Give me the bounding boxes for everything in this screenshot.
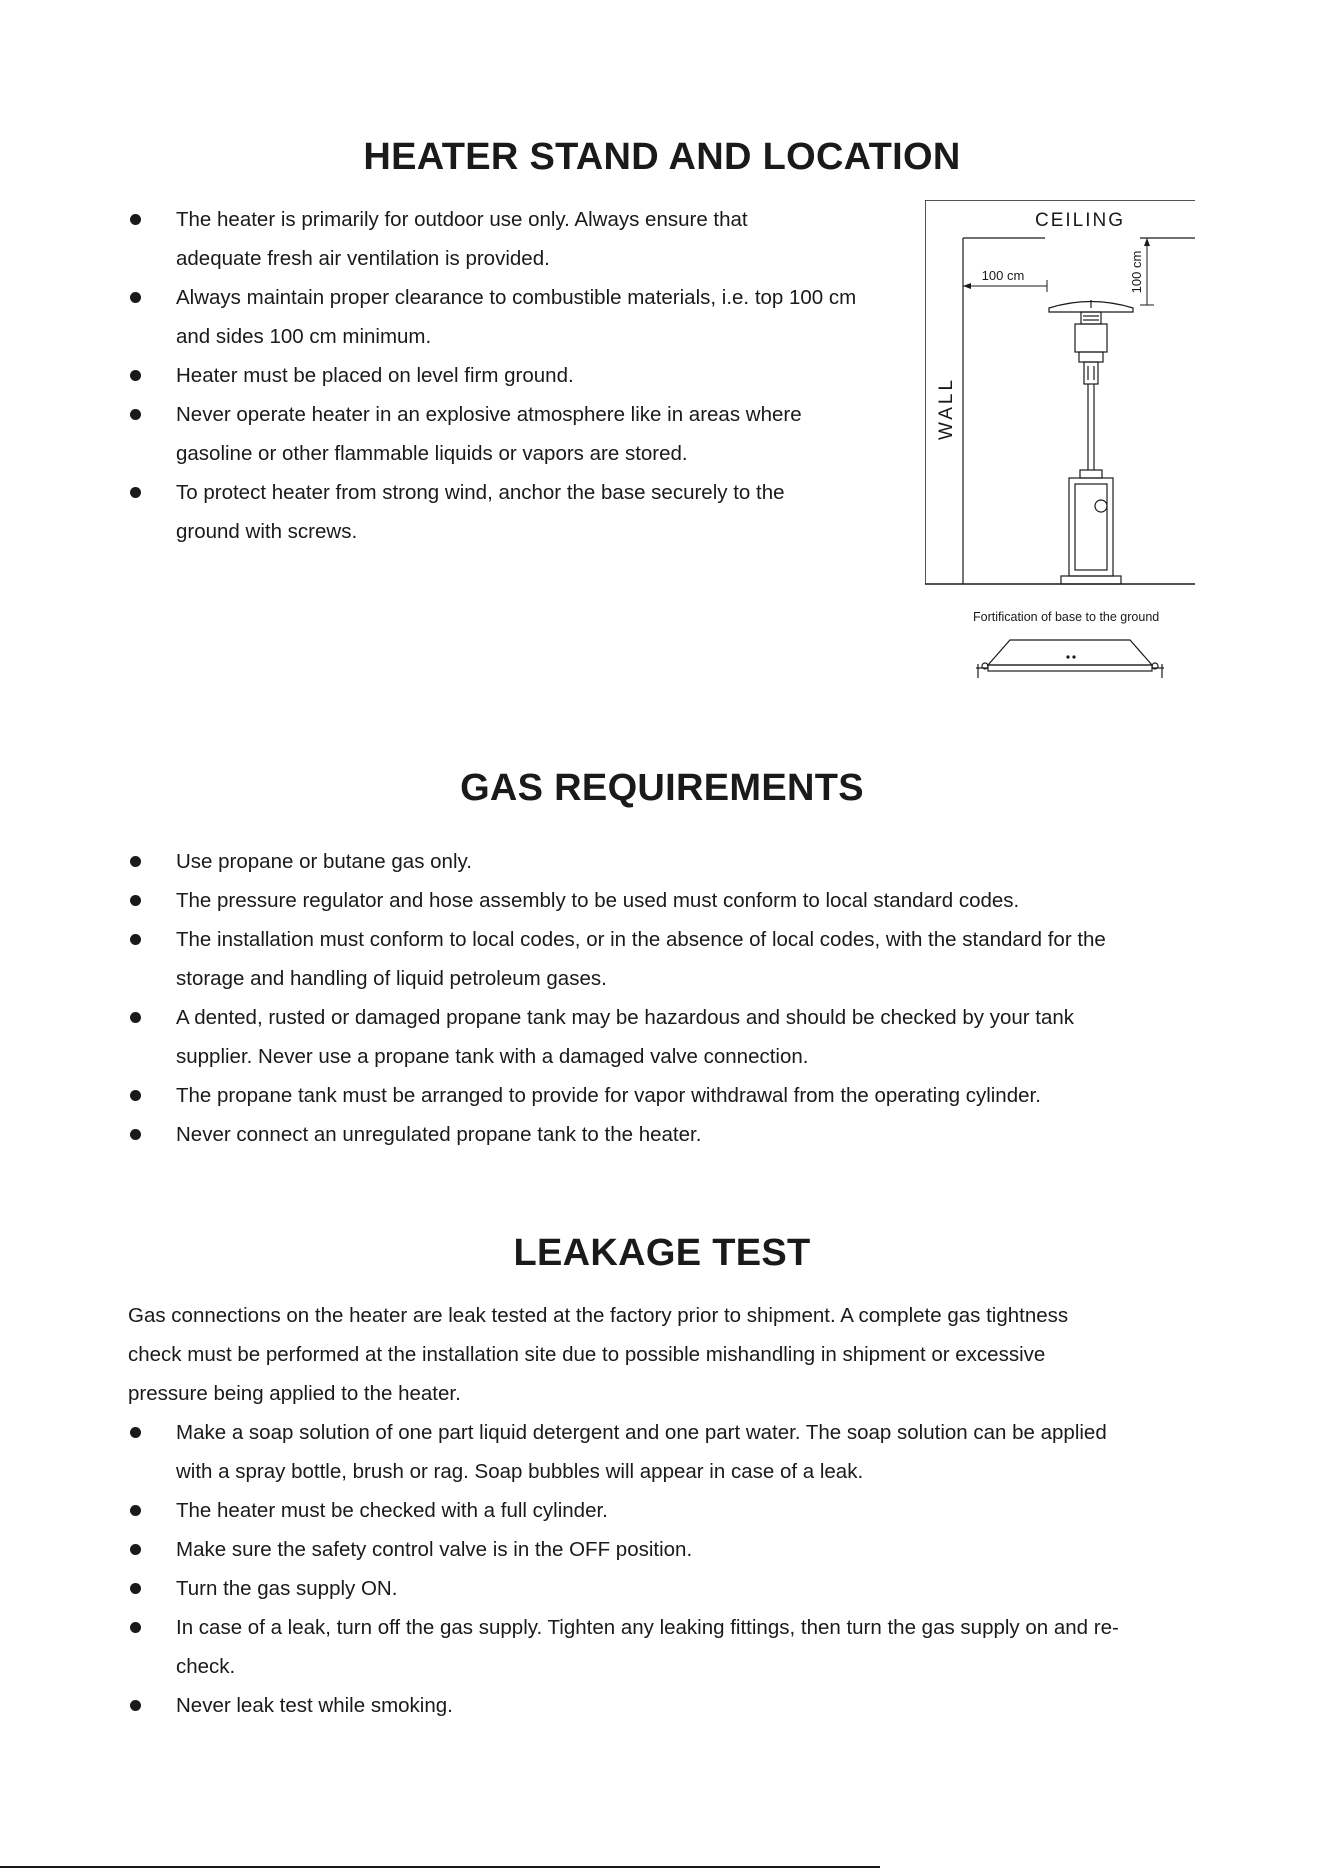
stand-bullet-list <box>128 200 928 551</box>
stand-bullet-5 <box>128 473 928 551</box>
bullet-icon <box>130 1129 141 1140</box>
leak-bullet-6 <box>128 1686 1208 1725</box>
gas-bullet-1 <box>128 842 1208 881</box>
top-arrow-icon <box>1144 238 1150 246</box>
bullet-line: In case of a leak, turn off the gas supply. Tighten any leaking fittings, then turn the gas supply on and re- <box>176 1616 1119 1639</box>
patio-heater-icon <box>1049 300 1133 584</box>
gas-bullet-list <box>128 842 1208 1154</box>
gas-bullet-5 <box>128 1076 1208 1115</box>
bullet-line: storage and handling of liquid petroleum gases. <box>176 967 607 990</box>
intro-line: pressure being applied to the heater. <box>128 1382 461 1405</box>
wall-label: WALL <box>936 376 957 440</box>
bullet-line: supplier. Never use a propane tank with a damaged valve connection. <box>176 1045 809 1068</box>
gas-bullet-3 <box>128 920 1208 998</box>
ceiling-label: CEILING <box>1034 210 1126 231</box>
bullet-line: gasoline or other flammable liquids or vapors are stored. <box>176 442 688 465</box>
bullet-line: A dented, rusted or damaged propane tank may be hazardous and should be checked by your tank <box>176 1006 1075 1029</box>
bullet-line: Turn the gas supply ON. <box>176 1577 398 1600</box>
leak-section-title: LEAKAGE TEST <box>513 1232 811 1274</box>
bullet-line: Never operate heater in an explosive atmosphere like in areas where <box>176 403 802 426</box>
bullet-icon <box>130 1505 141 1516</box>
leak-bullet-list <box>128 1413 1208 1725</box>
bullet-icon <box>130 214 141 225</box>
bullet-line: with a spray bottle, brush or rag. Soap bubbles will appear in case of a leak. <box>176 1460 864 1483</box>
bullet-line: Make sure the safety control valve is in the OFF position. <box>176 1538 693 1561</box>
footer-rule <box>0 1866 880 1868</box>
bullet-icon <box>130 370 141 381</box>
bullet-line: adequate fresh air ventilation is provided. <box>176 247 550 270</box>
bullet-line: Heater must be placed on level firm ground. <box>176 364 574 387</box>
bullet-icon <box>130 856 141 867</box>
side-clearance-label: 100 cm <box>981 268 1025 283</box>
bullet-line: Never leak test while smoking. <box>176 1694 453 1717</box>
bullet-line: The propane tank must be arranged to provide for vapor withdrawal from the operating cylinder. <box>176 1084 1041 1107</box>
bullet-line: Use propane or butane gas only. <box>176 850 472 873</box>
bullet-icon <box>130 1622 141 1633</box>
bullet-icon <box>130 934 141 945</box>
gas-section-title: GAS REQUIREMENTS <box>460 767 864 809</box>
bullet-icon <box>130 895 141 906</box>
stand-bullet-1 <box>128 200 928 278</box>
bullet-icon <box>130 1427 141 1438</box>
leak-bullet-1 <box>128 1413 1208 1491</box>
bullet-line: Always maintain proper clearance to combustible materials, i.e. top 100 cm <box>176 286 857 309</box>
bullet-line: The installation must conform to local codes, or in the absence of local codes, with the standard for the <box>176 928 1106 951</box>
leak-bullet-3 <box>128 1530 1208 1569</box>
stand-section-title: HEATER STAND AND LOCATION <box>363 136 961 178</box>
bullet-line: Never connect an unregulated propane tank to the heater. <box>176 1123 702 1146</box>
stand-bullet-3 <box>128 356 928 395</box>
intro-line: Gas connections on the heater are leak tested at the factory prior to shipment. A complete gas tightness <box>128 1304 1069 1327</box>
bullet-icon <box>130 487 141 498</box>
intro-line: check must be performed at the installation site due to possible mishandling in shipment or excessive <box>128 1343 1046 1366</box>
gas-bullet-2 <box>128 881 1208 920</box>
leak-bullet-5 <box>128 1608 1208 1686</box>
gas-bullet-6 <box>128 1115 1208 1154</box>
top-clearance-label: 100 cm <box>1129 250 1144 294</box>
base-fortification-illustration <box>970 630 1170 680</box>
side-arrow-icon <box>963 283 971 289</box>
bullet-icon <box>130 1583 141 1594</box>
bullet-line: The pressure regulator and hose assembly to be used must conform to local standard codes. <box>176 889 1020 912</box>
bullet-icon <box>130 1700 141 1711</box>
bullet-icon <box>130 1090 141 1101</box>
stand-bullet-2 <box>128 278 928 356</box>
gas-bullet-4 <box>128 998 1208 1076</box>
bullet-line: ground with screws. <box>176 520 358 543</box>
leak-intro-paragraph <box>128 1296 1208 1413</box>
bullet-line: The heater must be checked with a full cylinder. <box>176 1499 608 1522</box>
stand-bullet-4 <box>128 395 928 473</box>
leak-bullet-2 <box>128 1491 1208 1530</box>
bullet-line: To protect heater from strong wind, anchor the base securely to the <box>176 481 785 504</box>
bullet-line: check. <box>176 1655 236 1678</box>
clearance-diagram <box>925 200 1195 586</box>
leak-bullet-4 <box>128 1569 1208 1608</box>
bullet-line: and sides 100 cm minimum. <box>176 325 432 348</box>
bullet-icon <box>130 1012 141 1023</box>
bullet-line: Make a soap solution of one part liquid detergent and one part water. The soap solution can be applied <box>176 1421 1107 1444</box>
bullet-line: The heater is primarily for outdoor use only. Always ensure that <box>176 208 748 231</box>
bullet-icon <box>130 1544 141 1555</box>
bullet-icon <box>130 409 141 420</box>
bullet-icon <box>130 292 141 303</box>
base-caption: Fortification of base to the ground <box>973 610 1160 624</box>
